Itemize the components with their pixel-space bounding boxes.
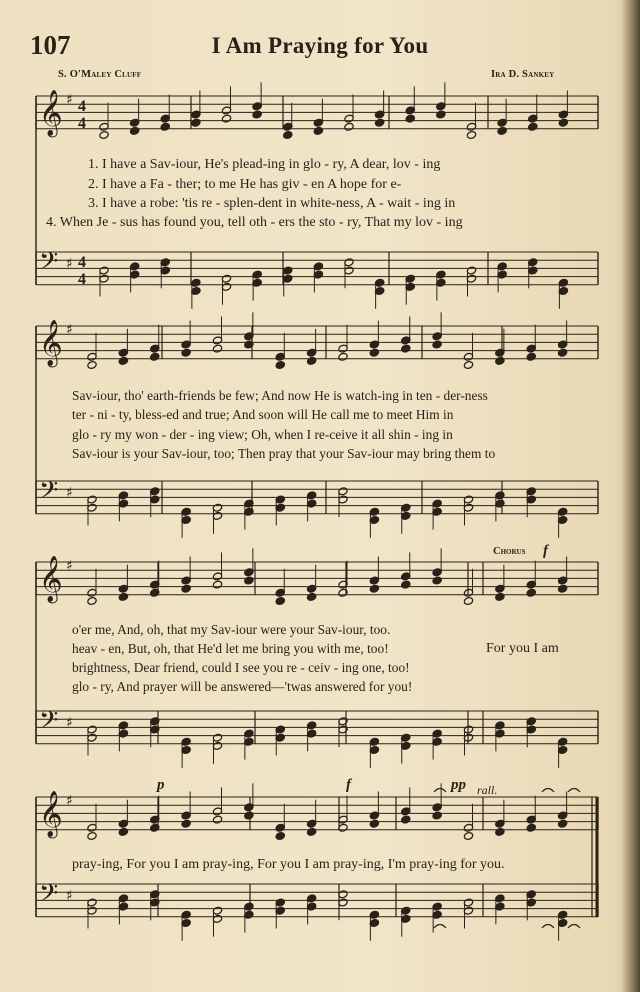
system2-verse3: glo - ry my won - der - ing view; Oh, when I re-ceive it all shin - ing in — [72, 427, 453, 442]
fermata-icon — [434, 925, 446, 929]
note-head — [369, 348, 379, 357]
system2-verse1: Sav-iour, tho' earth-friends be few; And now He is watch-ing in ten - der-ness — [72, 388, 488, 403]
rall-marking: rall. — [477, 783, 498, 797]
note-head — [118, 592, 128, 601]
note-head — [212, 580, 222, 589]
note-head — [528, 122, 538, 131]
note-head — [401, 580, 411, 589]
bass-clef-icon: 𝄢 — [39, 247, 59, 282]
composer-credit: Ira D. Sankey — [491, 69, 555, 80]
fermata-icon — [568, 789, 580, 793]
fermata-icon — [542, 789, 554, 793]
fermata-icon — [568, 925, 580, 929]
system1-verse3: 3. I have a robe: 'tis re - splen-dent in white-ness, A - wait - ing in — [88, 196, 456, 211]
note-head — [252, 110, 262, 119]
note-head — [432, 811, 442, 820]
hymn-title: I Am Praying for You — [211, 33, 429, 58]
note-head — [87, 361, 97, 370]
note-head — [118, 356, 128, 365]
treble-clef-icon: 𝄞 — [39, 791, 63, 837]
note-head — [306, 592, 316, 601]
note-head — [495, 827, 505, 836]
note-head — [369, 819, 379, 828]
time-signature-top: 4 — [78, 98, 86, 115]
hymn-number: 107 — [30, 30, 71, 60]
note-head — [495, 592, 505, 601]
note-head — [275, 832, 285, 841]
dynamic-forte-chorus: f — [543, 543, 548, 559]
system3-verse4: glo - ry, And prayer will be answered—'twas answered for you! — [72, 679, 413, 694]
system3-verse2: heav - en, But, oh, that He'd let me bring you with me, too! — [72, 641, 389, 656]
bass-clef-icon: 𝄢 — [39, 879, 59, 914]
system1-verse4: 4. When Je - sus has found you, tell oth - ers the sto - ry, That my lov - ing — [46, 215, 463, 230]
note-head — [306, 356, 316, 365]
note-head — [463, 832, 473, 841]
note-head — [181, 819, 191, 828]
dynamic-pianissimo: pp — [451, 777, 466, 793]
note-head — [344, 122, 354, 131]
note-head — [181, 348, 191, 357]
system1-verse1: 1. I have a Sav-iour, He's plead-ing in glo - ry, A dear, lov - ing — [88, 157, 441, 172]
note-head — [436, 110, 446, 119]
sharp-icon: ♯ — [66, 256, 73, 272]
note-head — [212, 815, 222, 824]
note-head — [244, 811, 254, 820]
system2-verse4: Sav-iour is your Sav-iour, too; Then pray that your Sav-iour may bring them to — [72, 446, 496, 461]
dynamic-piano: p — [157, 777, 165, 793]
note-head — [221, 114, 231, 123]
sharp-icon: ♯ — [66, 485, 73, 501]
note-head — [497, 126, 507, 135]
treble-clef-icon: 𝄞 — [39, 556, 63, 602]
sharp-icon: ♯ — [66, 888, 73, 904]
note-head — [118, 827, 128, 836]
note-head — [557, 819, 567, 828]
note-head — [495, 356, 505, 365]
note-head — [557, 584, 567, 593]
note-head — [150, 588, 160, 597]
time-signature-bottom: 4 — [78, 115, 86, 132]
sharp-icon: ♯ — [66, 793, 73, 809]
treble-clef-icon: 𝄞 — [39, 90, 63, 136]
note-head — [557, 348, 567, 357]
note-head — [405, 114, 415, 123]
note-head — [338, 352, 348, 361]
note-head — [558, 118, 568, 127]
bass-clef-icon: 𝄢 — [39, 706, 59, 741]
note-head — [306, 827, 316, 836]
note-head — [129, 126, 139, 135]
note-head — [150, 352, 160, 361]
fermata-icon — [542, 925, 554, 929]
note-head — [275, 597, 285, 606]
note-head — [432, 340, 442, 349]
note-head — [369, 584, 379, 593]
note-head — [374, 118, 384, 127]
note-head — [526, 352, 536, 361]
note-head — [463, 361, 473, 370]
bass-clef-icon: 𝄢 — [39, 476, 59, 511]
time-signature-bottom: 4 — [78, 271, 86, 288]
system3-verse3: brightness, Dear friend, could I see you re - ceiv - ing one, too! — [72, 660, 410, 675]
system2-verse2: ter - ni - ty, bless-ed and true; And soon will He call me to meet Him in — [72, 407, 454, 422]
note-head — [283, 131, 293, 140]
fermata-icon — [434, 789, 446, 793]
note-head — [401, 344, 411, 353]
note-head — [432, 576, 442, 585]
lyricist-credit: S. O'Maley Cluff — [58, 69, 142, 80]
note-head — [87, 832, 97, 841]
system1-verse2: 2. I have a Fa - ther; to me He has giv - en A hope for e- — [88, 177, 402, 192]
system3-verse1: o'er me, And, oh, that my Sav-iour were your Sav-iour, too. — [72, 622, 391, 637]
note-head — [160, 122, 170, 131]
note-head — [466, 131, 476, 140]
note-head — [244, 576, 254, 585]
dynamic-forte: f — [346, 777, 351, 793]
system4-chorus-line: pray-ing, For you I am pray-ing, For you I am pray-ing, I'm pray-ing for you. — [72, 857, 505, 872]
note-head — [401, 815, 411, 824]
note-head — [150, 823, 160, 832]
sharp-icon: ♯ — [66, 92, 73, 108]
note-head — [99, 131, 109, 140]
note-head — [463, 597, 473, 606]
sharp-icon: ♯ — [66, 715, 73, 731]
note-head — [212, 344, 222, 353]
treble-clef-icon: 𝄞 — [39, 320, 63, 366]
chorus-opening-text: For you I am — [486, 641, 559, 656]
note-head — [181, 584, 191, 593]
note-head — [191, 118, 201, 127]
sharp-icon: ♯ — [66, 558, 73, 574]
sharp-icon: ♯ — [66, 322, 73, 338]
note-head — [87, 597, 97, 606]
note-head — [338, 588, 348, 597]
note-head — [526, 823, 536, 832]
note-head — [313, 126, 323, 135]
chorus-label: Chorus — [493, 546, 526, 557]
note-head — [526, 588, 536, 597]
note-head — [275, 361, 285, 370]
time-signature-top: 4 — [78, 254, 86, 271]
